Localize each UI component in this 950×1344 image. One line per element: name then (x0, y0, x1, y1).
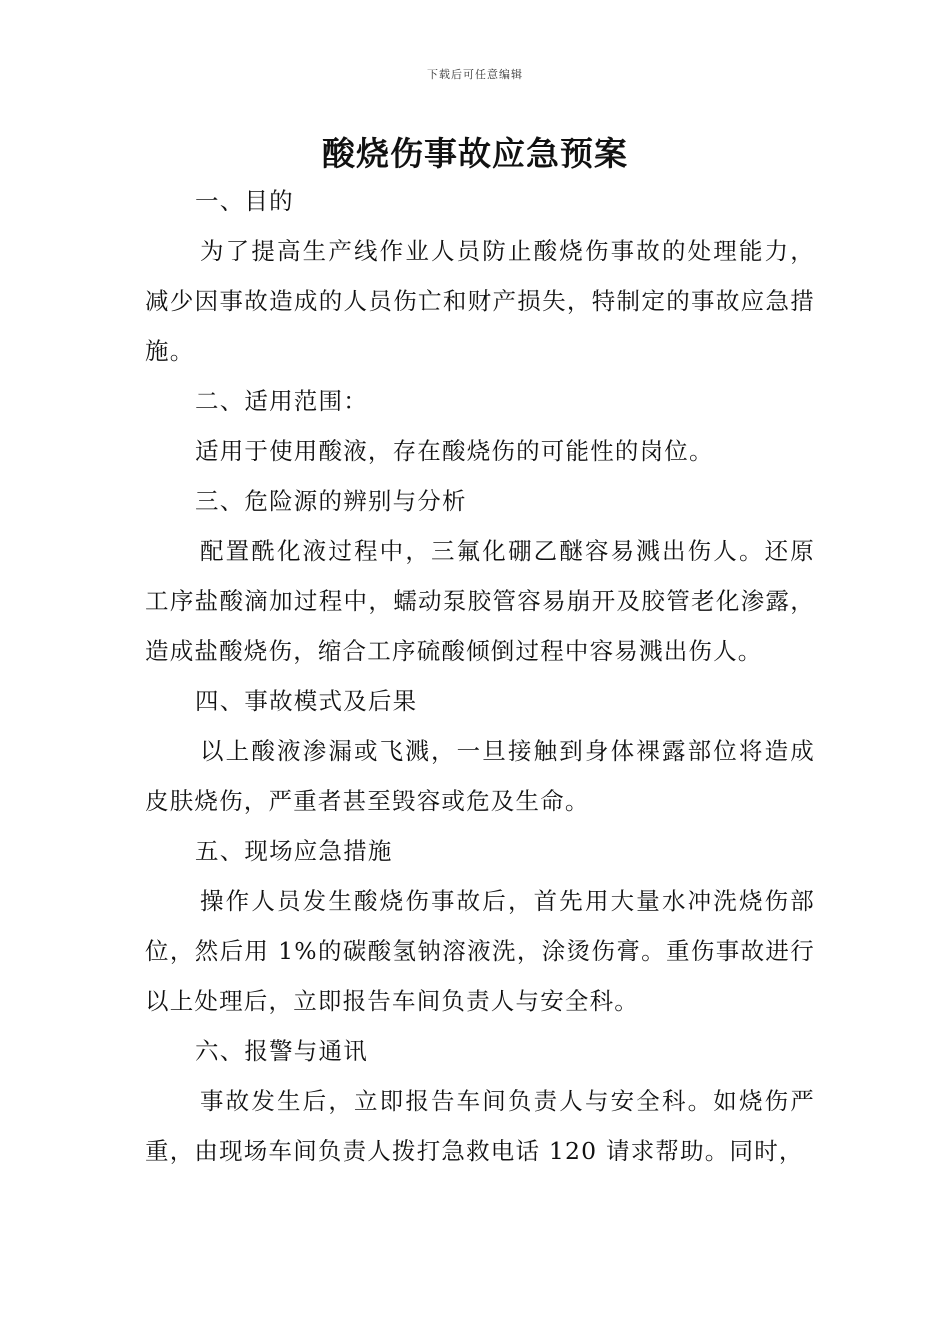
document-title: 酸烧伤事故应急预案 (322, 134, 628, 173)
section-heading-scope: 二、适用范围： (195, 387, 368, 415)
section-text-emergency-measures: 操作人员发生酸烧伤事故后，首先用大量水冲洗烧伤部位，然后用 1%的碳酸氢钠溶液洗，涂烫伤膏。重伤事故进行以上处理后，立即报告车间负责人与安全科。 (145, 887, 815, 1015)
section-heading-hazard-analysis: 三、危险源的辨别与分析 (195, 487, 467, 515)
section-text-accident-mode: 以上酸液渗漏或飞溅，一旦接触到身体裸露部位将造成皮肤烧伤，严重者甚至毁容或危及生命。 (145, 737, 815, 815)
document-body (145, 176, 815, 1176)
section-heading-purpose: 一、目的 (195, 187, 294, 215)
section-heading-emergency-measures: 五、现场应急措施 (195, 837, 393, 865)
section-text-hazard-analysis: 配置酰化液过程中，三氟化硼乙醚容易溅出伤人。还原工序盐酸滴加过程中，蠕动泵胶管容易崩开及胶管老化渗露，造成盐酸烧伤，缩合工序硫酸倾倒过程中容易溅出伤人。 (145, 537, 815, 665)
section-text-scope: 适用于使用酸液，存在酸烧伤的可能性的岗位。 (195, 437, 714, 465)
section-heading-alarm-communication: 六、报警与通讯 (195, 1037, 368, 1065)
header-note: 下载后可任意编辑 (427, 68, 523, 81)
section-text-alarm-communication: 事故发生后，立即报告车间负责人与安全科。如烧伤严重，由现场车间负责人拨打急救电话 120 请求帮助。同时， (145, 1087, 815, 1165)
section-heading-accident-mode: 四、事故模式及后果 (195, 687, 418, 715)
section-text-purpose: 为了提高生产线作业人员防止酸烧伤事故的处理能力，减少因事故造成的人员伤亡和财产损失，特制定的事故应急措施。 (145, 237, 815, 365)
